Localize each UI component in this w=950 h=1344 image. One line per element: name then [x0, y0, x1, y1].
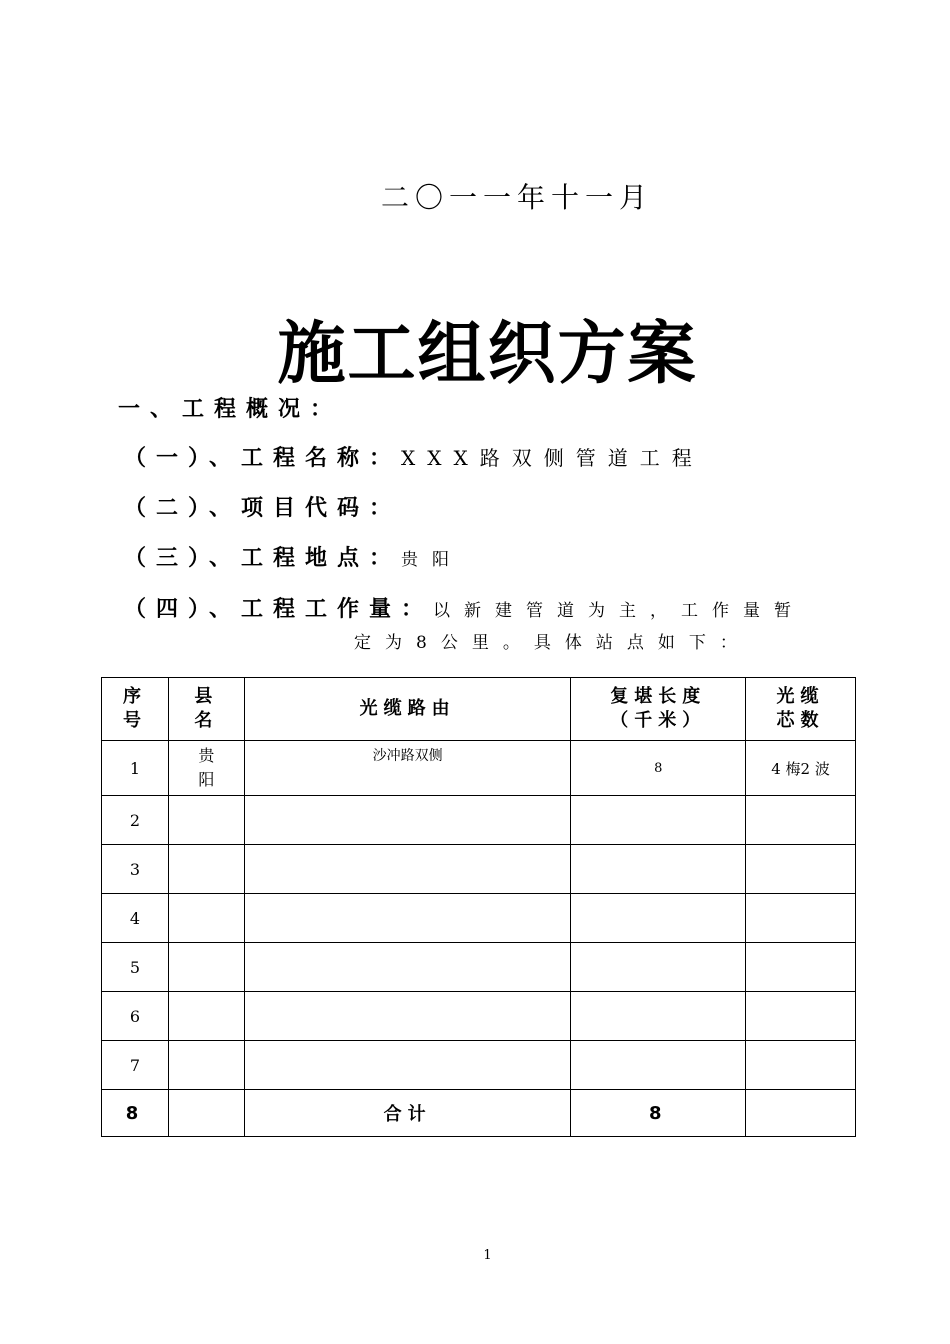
cell-county	[168, 796, 244, 845]
cell-route	[244, 796, 571, 845]
cell-cores	[746, 894, 856, 943]
item-label: （二）、项目代码：	[124, 496, 402, 521]
table-row	[102, 845, 856, 894]
cell-no: 5	[102, 943, 169, 992]
item-project-location	[124, 541, 463, 572]
cell-no: 6	[102, 992, 169, 1041]
document-date: 二〇一一年十一月	[380, 181, 653, 214]
header-cores: 光缆 芯数	[746, 678, 856, 741]
cell-length	[571, 796, 746, 845]
cell-total-no: 8	[102, 1090, 169, 1137]
cell-cores	[746, 1041, 856, 1090]
cell-route	[244, 992, 571, 1041]
item-project-name	[124, 441, 704, 472]
table-header-row	[102, 678, 856, 741]
item-project-code	[124, 491, 401, 522]
cell-county	[168, 992, 244, 1041]
cell-no: 1	[102, 741, 169, 796]
item-label: （一）、工程名称：	[124, 446, 402, 471]
cell-county	[168, 894, 244, 943]
cell-length	[571, 992, 746, 1041]
item-value: 贵阳	[401, 550, 464, 570]
cell-length: 8	[571, 741, 746, 796]
cell-cores	[746, 992, 856, 1041]
cell-length	[571, 894, 746, 943]
site-table	[101, 677, 856, 1137]
cell-county	[168, 1041, 244, 1090]
page-number: 1	[483, 1248, 492, 1263]
cell-route: 沙冲路双侧	[244, 741, 571, 796]
table-row	[102, 1041, 856, 1090]
workload-continued: 定为8公里。具体站点如下：	[354, 633, 751, 653]
cell-route	[244, 845, 571, 894]
cell-no: 2	[102, 796, 169, 845]
item-label: （三）、工程地点：	[124, 546, 402, 571]
header-no: 序 号	[102, 678, 169, 741]
table-row	[102, 796, 856, 845]
table-row	[102, 992, 856, 1041]
cell-no: 4	[102, 894, 169, 943]
document-title: 施工组织方案	[277, 314, 698, 394]
table-row	[102, 894, 856, 943]
section-heading-overview: 一、工程概况：	[118, 397, 343, 422]
cell-total-cores	[746, 1090, 856, 1137]
table-row	[102, 741, 856, 796]
header-county: 县 名	[168, 678, 244, 741]
table-total-row	[102, 1090, 856, 1137]
cell-no: 7	[102, 1041, 169, 1090]
header-route: 光缆路由	[244, 678, 571, 741]
cell-county	[168, 943, 244, 992]
cell-county: 贵 阳	[168, 741, 244, 796]
cell-no: 3	[102, 845, 169, 894]
item-label: （四）、工程工作量：	[124, 597, 434, 622]
cell-cores	[746, 796, 856, 845]
cell-length	[571, 845, 746, 894]
header-length: 复堪长度 （千米）	[571, 678, 746, 741]
cell-total-label: 合计	[244, 1090, 571, 1137]
item-value: 以新建管道为主，工作量暂	[433, 601, 806, 621]
cell-cores	[746, 845, 856, 894]
cell-route	[244, 894, 571, 943]
item-workload	[124, 592, 805, 623]
cell-cores: 4 梅2 波	[746, 741, 856, 796]
cell-route	[244, 943, 571, 992]
cell-total-length: 8	[571, 1090, 746, 1137]
table-row	[102, 943, 856, 992]
cell-length	[571, 943, 746, 992]
cell-total-county	[168, 1090, 244, 1137]
cell-length	[571, 1041, 746, 1090]
cell-cores	[746, 943, 856, 992]
cell-route	[244, 1041, 571, 1090]
cell-county	[168, 845, 244, 894]
item-value: XXX路双侧管道工程	[401, 446, 704, 470]
